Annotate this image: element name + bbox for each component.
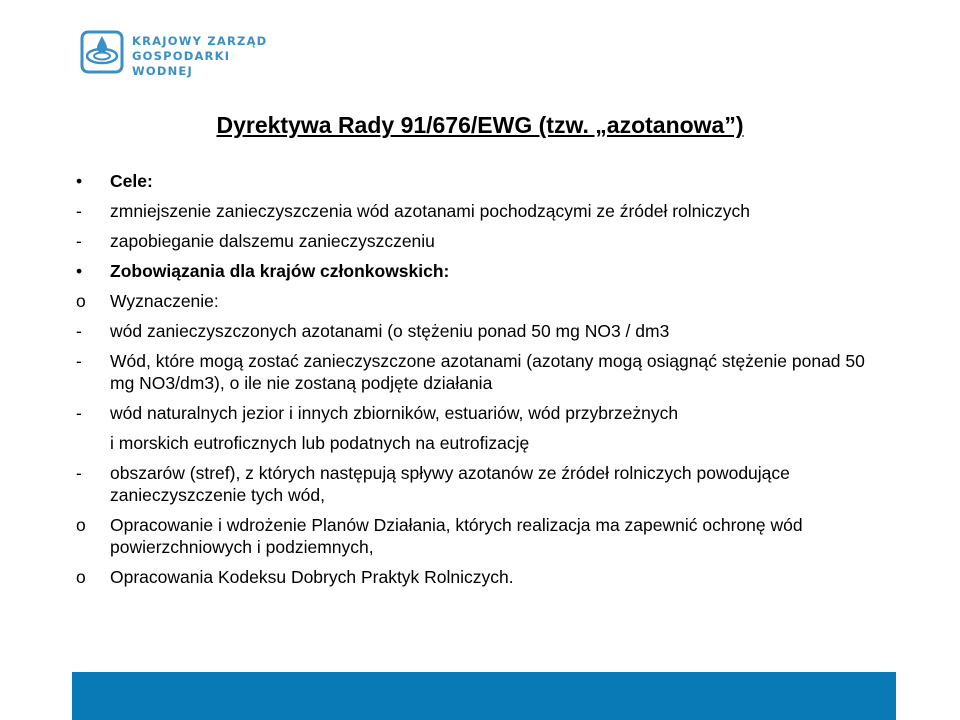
list-item-text: Wyznaczenie: xyxy=(110,291,219,311)
list-marker: o xyxy=(76,567,86,587)
list-item-text: wód zanieczyszczonych azotanami (o stężeniu ponad 50 mg NO3 / dm3 xyxy=(110,321,670,341)
list-item-text: zapobieganie dalszemu zanieczyszczeniu xyxy=(110,231,435,251)
list-item xyxy=(76,260,876,282)
page-title: Dyrektywa Rady 91/676/EWG (tzw. „azotanowa”) xyxy=(216,112,744,138)
list-marker: • xyxy=(76,261,83,281)
list-item xyxy=(76,462,876,506)
list-item-text: Opracowanie i wdrożenie Planów Działania, których realizacja ma zapewnić ochronę wód powierzchniowych i podziemnych, xyxy=(110,515,803,557)
list-item xyxy=(76,200,876,222)
list-marker: • xyxy=(76,171,83,191)
bullet-list xyxy=(76,170,876,596)
list-item xyxy=(76,290,876,312)
list-item xyxy=(76,170,876,192)
list-item-text: wód naturalnych jezior i innych zbiorników, estuariów, wód przybrzeżnych xyxy=(110,403,679,423)
list-marker: - xyxy=(76,321,82,341)
footer-bar xyxy=(72,672,896,720)
list-item-text: Cele: xyxy=(110,171,153,191)
list-marker: o xyxy=(76,515,86,535)
list-item xyxy=(76,514,876,558)
list-item-text: Wód, które mogą zostać zanieczyszczone azotanami (azotany mogą osiągnąć stężenie ponad 50 mg NO3/dm3), o ile nie zostaną podjęte działania xyxy=(110,351,865,393)
list-marker: - xyxy=(76,463,82,483)
list-item xyxy=(76,566,876,588)
logo-text xyxy=(132,34,270,79)
list-item-text: zmniejszenie zanieczyszczenia wód azotanami pochodzącymi ze źródeł rolniczych xyxy=(110,201,751,221)
list-marker: - xyxy=(76,403,82,423)
list-item-text: Opracowania Kodeksu Dobrych Praktyk Rolniczych. xyxy=(110,567,514,587)
list-item xyxy=(76,230,876,252)
list-item xyxy=(76,350,876,394)
list-item-text: obszarów (stref), z których następują spływy azotanów ze źródeł rolniczych powodujące zanieczyszczenie tych wód, xyxy=(110,463,790,505)
list-item xyxy=(76,402,876,424)
list-item-text: i morskich eutroficznych lub podatnych na eutrofizację xyxy=(110,433,530,453)
list-item xyxy=(76,432,876,454)
water-drop-logo-icon xyxy=(80,28,126,74)
logo-line-2: GOSPODARKI WODNEJ xyxy=(132,49,231,78)
list-marker: - xyxy=(76,201,82,221)
logo xyxy=(80,28,270,78)
list-marker: o xyxy=(76,291,86,311)
list-marker: - xyxy=(76,231,82,251)
list-item-text: Zobowiązania dla krajów członkowskich: xyxy=(110,261,450,281)
list-item xyxy=(76,320,876,342)
logo-line-1: KRAJOWY ZARZĄD xyxy=(132,34,268,48)
list-marker: - xyxy=(76,351,82,371)
